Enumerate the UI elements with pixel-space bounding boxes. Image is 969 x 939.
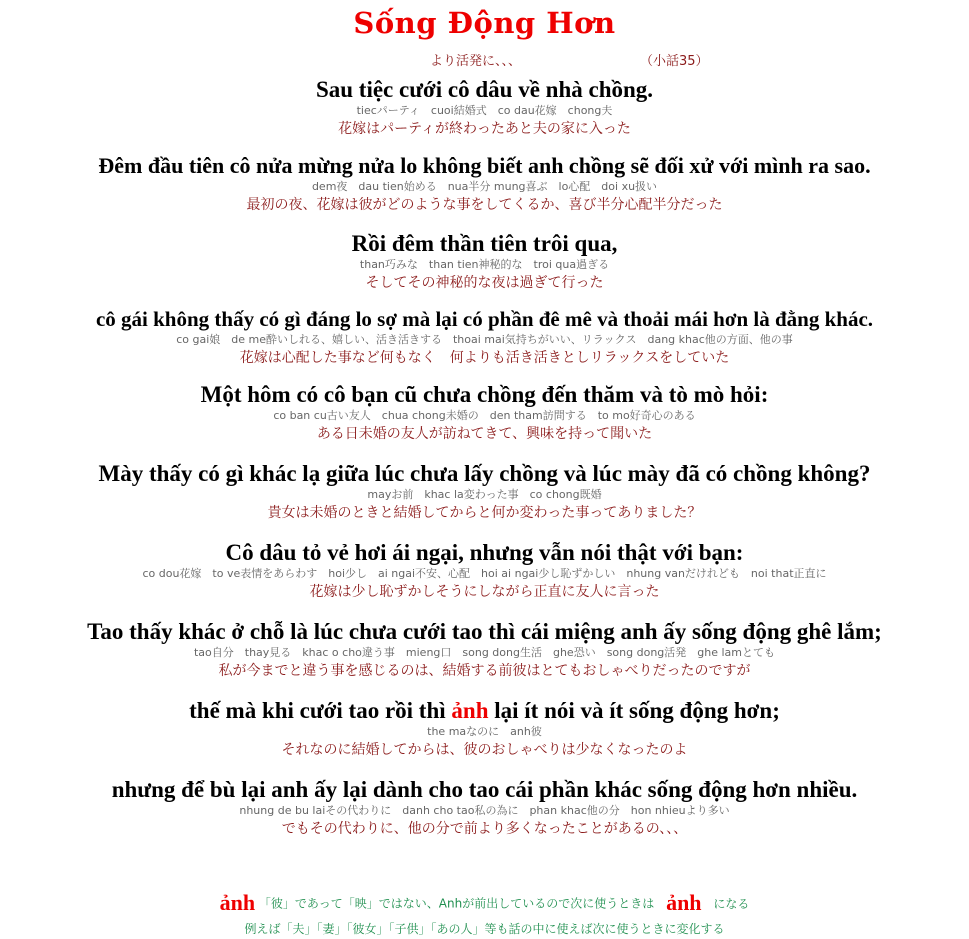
verse-4 (0, 305, 969, 368)
vietnamese-line-end: lại ít nói và ít sống động hơn; (488, 698, 780, 723)
japanese-translation: ある日未婚の友人が訪ねてきて、興味を持って聞いた (316, 426, 653, 442)
japanese-translation: 花嫁は心配した事など何もなく 何よりも活き活きとしリラックスをしていた (239, 350, 730, 366)
verse-9 (0, 697, 969, 760)
verse-2 (0, 152, 969, 215)
japanese-translation: でもその代わりに、他の分で前より多くなったことがあるの、、、 (281, 821, 688, 837)
verse-10 (0, 776, 969, 839)
vietnamese-line: Mày thấy có gì khác lạ giữa lúc chưa lấy chồng và lúc mày đã có chồng không? (98, 461, 871, 486)
subtitle-right: （小話35） (640, 54, 709, 69)
japanese-translation: 花嫁はパーティが終わったあと夫の家に入った (338, 121, 631, 137)
vietnamese-line-start: thế mà khi cưới tao rồi thì (189, 698, 452, 723)
japanese-translation: 私が今までと違う事を感じるのは、結婚する前彼はとてもおしゃべりだったのですが (218, 663, 751, 679)
verse-6 (0, 460, 969, 523)
word-gloss: co dou花嫁 to ve表情をあらわす hoi少し ai ngai不安、心配 hoi ai ngai少し恥ずかしい nhung vanだけれども noi that正直に (142, 567, 827, 580)
japanese-translation: それなのに結婚してからは、彼のおしゃべりは少なくなったのよ (281, 742, 688, 758)
vietnamese-line: Một hôm có cô bạn cũ chưa chồng đến thăm và tò mò hỏi: (200, 382, 769, 407)
word-gloss: tiecパーティ cuoi結婚式 co dau花嫁 chong夫 (356, 104, 613, 117)
word-gloss: than巧みな than tien神秘的な troi qua過ぎる (359, 258, 610, 271)
verse-8 (0, 618, 969, 681)
vietnamese-line: Rồi đêm thần tiên trôi qua, (351, 231, 618, 256)
word-gloss: nhung de bu laiその代わりに danh cho tao私の為に phan khac他の分 hon nhieuより多い (239, 804, 730, 817)
verse-1 (0, 76, 969, 139)
word-gloss: dem夜 dau tien始める nua半分 mung喜ぶ lo心配 doi xu扱い (311, 180, 658, 193)
verse-7 (0, 539, 969, 602)
vietnamese-line: cô gái không thấy có gì đáng lo sợ mà lại có phần đê mê và thoải mái hơn là đằng khác. (95, 307, 874, 331)
word-gloss: tao自分 thay見る khac o cho違う事 mieng口 song dong生活 ghe恐い song dong活発 ghe lamとても (193, 646, 776, 659)
vietnamese-line: Cô dâu tỏ vẻ hơi ái ngại, nhưng vẫn nói thật với bạn: (225, 540, 744, 565)
footer-note-end: になる (713, 896, 750, 911)
page-title: Sống Động Hơn (353, 6, 616, 40)
subtitle-left: より活発に、、、 (430, 54, 522, 69)
japanese-translation: 貴女は未婚のときと結婚してからと何か変わった事ってありました？ (267, 505, 702, 521)
subtitle (0, 50, 969, 68)
japanese-translation: そしてその神秘的な夜は過ぎて行った (365, 275, 604, 291)
verse-5 (0, 381, 969, 444)
vietnamese-line (0, 697, 969, 725)
vietnamese-line: nhưng để bù lại anh ấy lại dành cho tao cái phần khác sống động hơn nhiều. (111, 777, 858, 802)
highlighted-word: ảnh (451, 698, 489, 723)
japanese-translation: 花嫁は少し恥ずかしそうにしながら正直に友人に言った (309, 584, 660, 600)
footer-note (0, 890, 969, 916)
japanese-translation: 最初の夜、花嫁は彼がどのような事をしてくるか、喜び半分心配半分だった (246, 197, 723, 213)
word-gloss: co gai娘 de me酔いしれる、嬉しい、活き活きする thoai mai気持ちがいい、リラックス dang khac他の方面、他の事 (176, 333, 793, 346)
word-gloss: mayお前 khac la変わった事 co chong既婚 (367, 488, 602, 501)
vietnamese-line: Đêm đầu tiên cô nửa mừng nửa lo không biết anh chồng sẽ đối xử với mình ra sao. (98, 153, 871, 178)
footer-word-2: ảnh (666, 890, 702, 915)
footer-example: 例えば「夫」「妻」「彼女」「子供」「あの人」等も話の中に使えば次に使うときに変化する (244, 922, 725, 936)
vietnamese-line: Sau tiệc cưới cô dâu về nhà chồng. (315, 77, 654, 102)
footer-note-text: 「彼」であって「映」ではない、Anhが前出しているので次に使うときは (258, 896, 655, 911)
verse-3 (0, 230, 969, 293)
word-gloss: co ban cu古い友人 chua chong未婚の den tham訪問する to mo好奇心のある (273, 409, 696, 422)
word-gloss: the maなのに anh彼 (427, 725, 542, 738)
vietnamese-line: Tao thấy khác ở chỗ là lúc chưa cưới tao thì cái miệng anh ấy sống động ghê lắm; (87, 619, 882, 644)
footer-word-1: ảnh (219, 890, 256, 915)
